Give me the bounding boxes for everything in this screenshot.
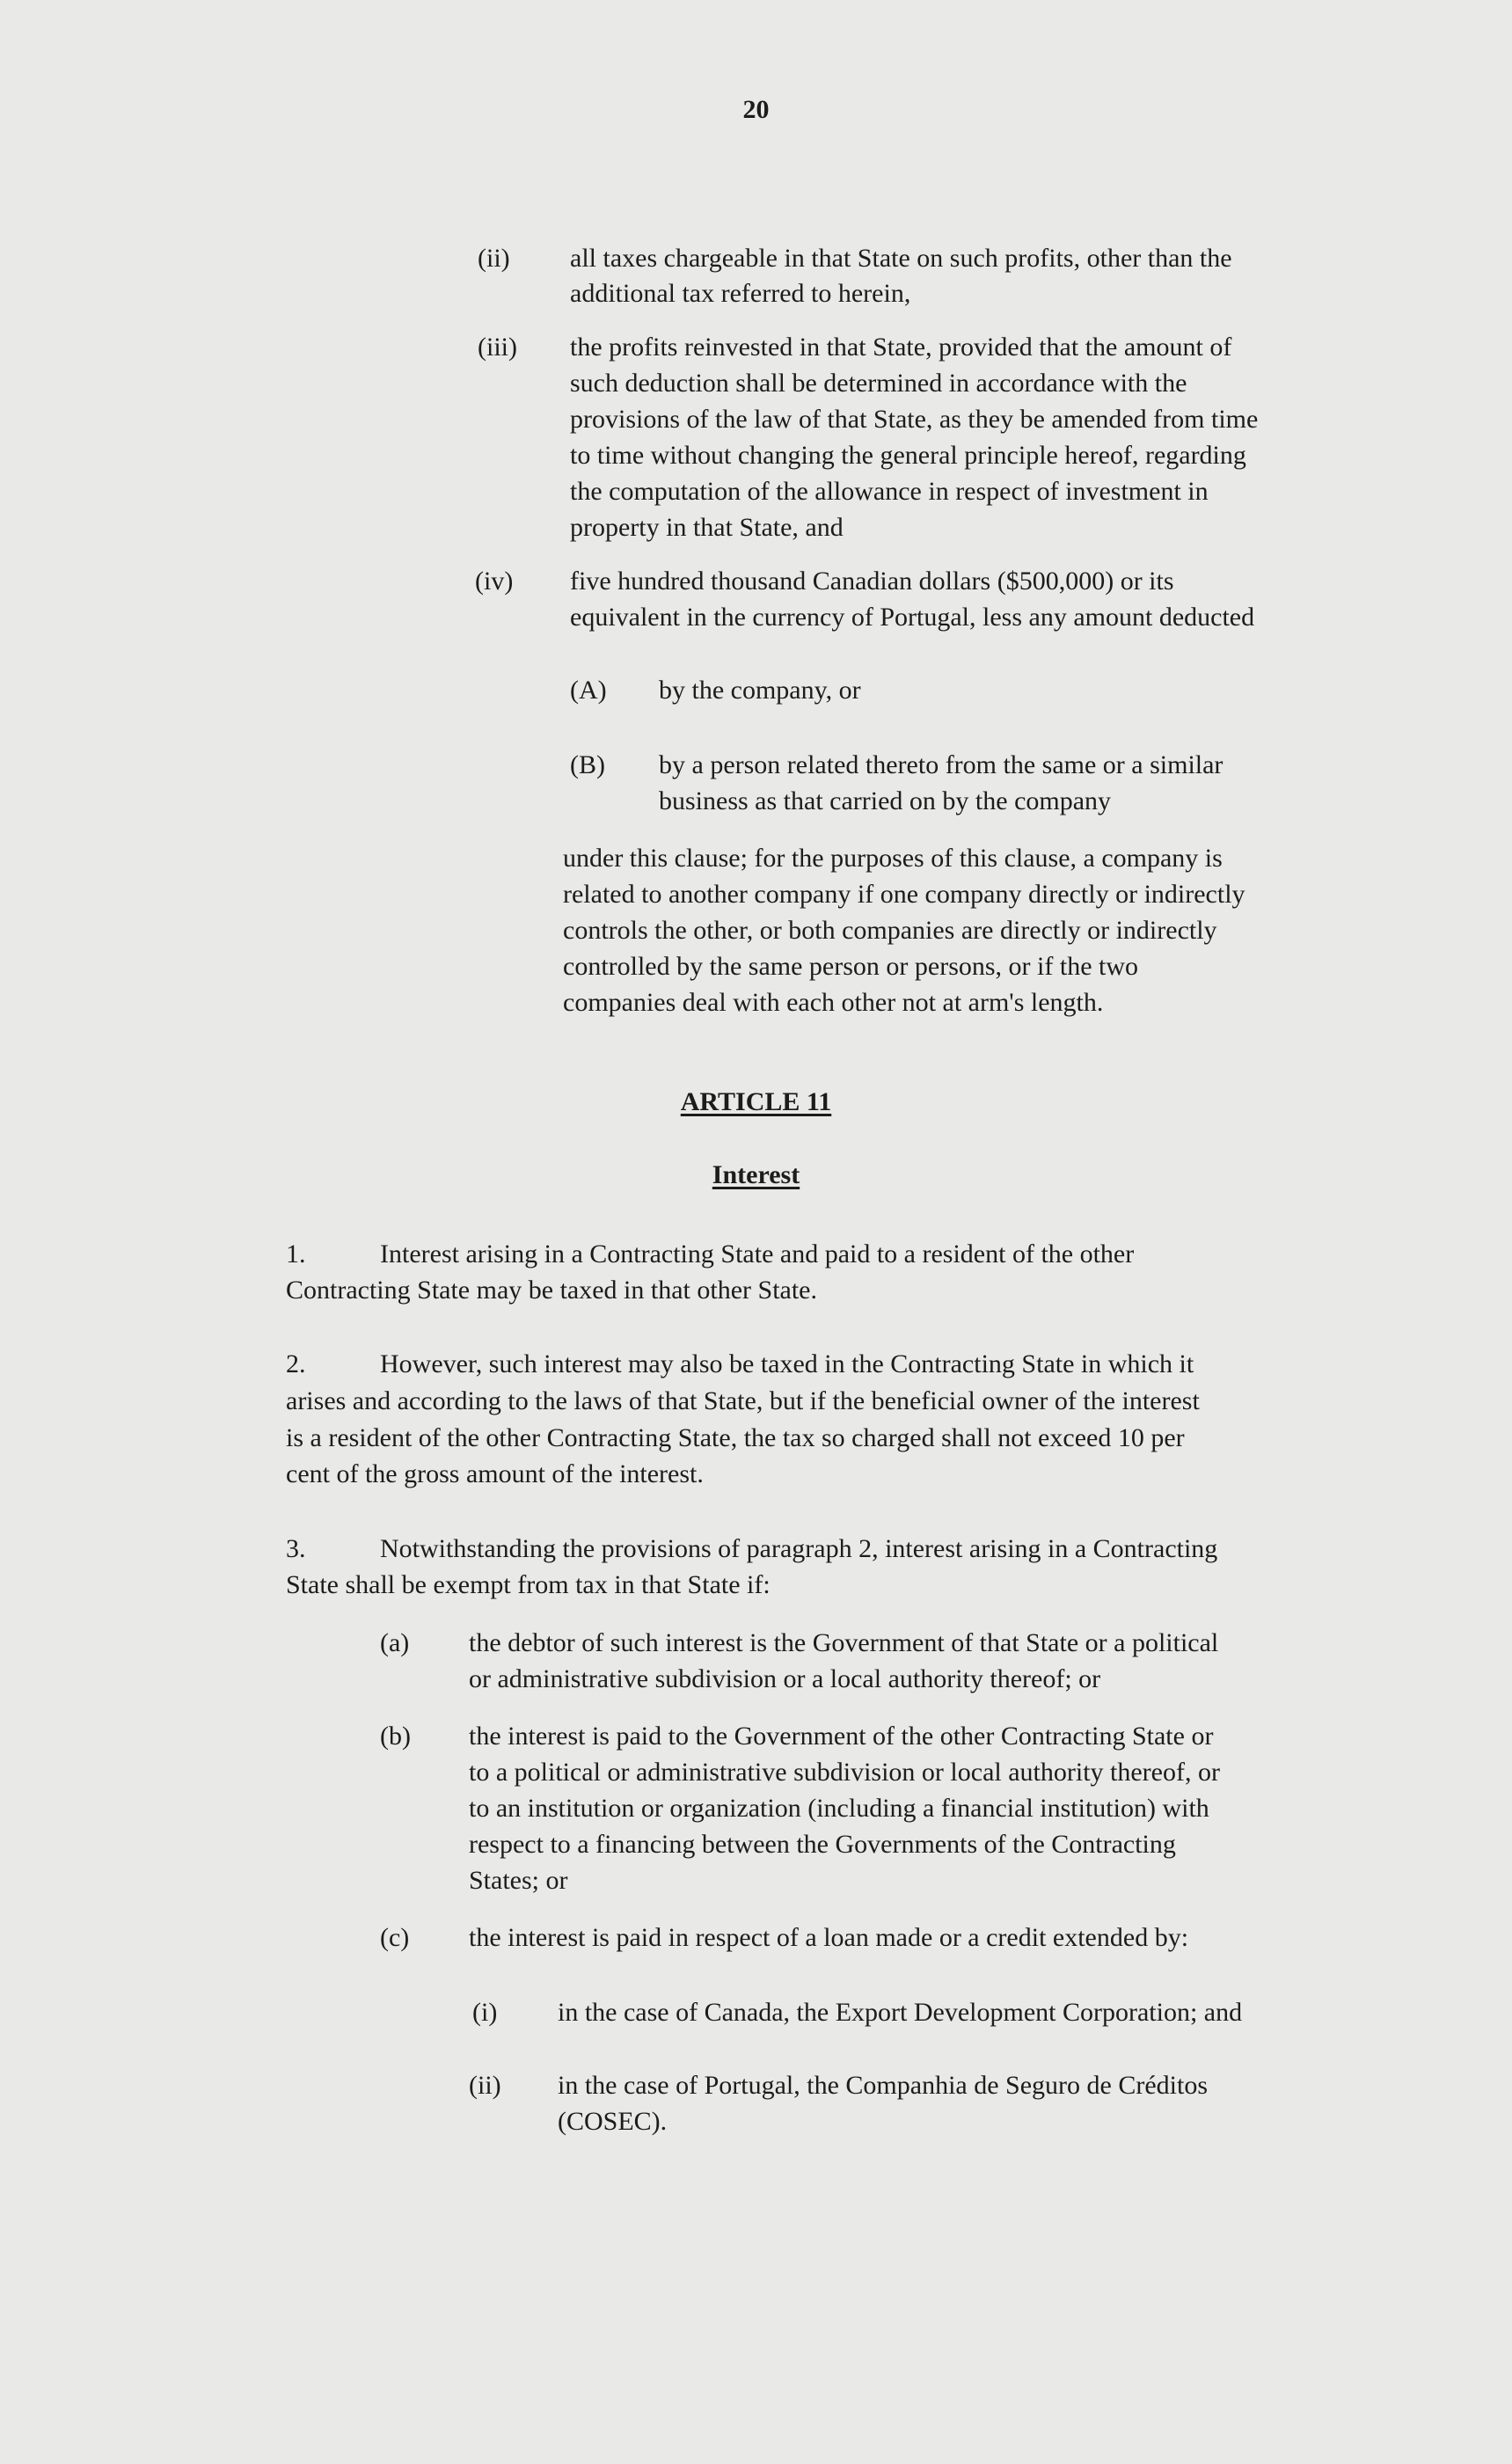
final-item-label: (ii) <box>469 2071 501 2100</box>
final-item-line: in the case of Canada, the Export Development Corporation; and <box>558 1998 1243 2027</box>
article-title: Interest <box>712 1160 800 1189</box>
sub-item-line: the computation of the allowance in respect of investment in <box>570 477 1209 506</box>
clause-line: related to another company if one company directly or indirectly <box>563 880 1245 909</box>
sub-item-line: additional tax referred to herein, <box>570 279 911 308</box>
item-line: the interest is paid in respect of a loan made or a credit extended by: <box>469 1923 1189 1952</box>
sub-item-label: (ii) <box>478 244 510 273</box>
sub-sub-item-label: (B) <box>570 750 605 779</box>
sub-item-label: (iii) <box>478 333 517 362</box>
sub-item-line: the profits reinvested in that State, provided that the amount of <box>570 333 1232 362</box>
sub-sub-item-label: (A) <box>570 676 607 705</box>
item-line: the debtor of such interest is the Government of that State or a political <box>469 1628 1219 1657</box>
sub-sub-item-line: business as that carried on by the company <box>659 786 1112 815</box>
paragraph-line: Notwithstanding the provisions of paragraph 2, interest arising in a Contracting <box>380 1534 1218 1563</box>
page-number: 20 <box>742 95 770 124</box>
paragraph-number: 1. <box>286 1239 306 1269</box>
sub-item-line: all taxes chargeable in that State on such profits, other than the <box>570 244 1232 273</box>
clause-line: under this clause; for the purposes of this clause, a company is <box>563 844 1223 873</box>
paragraph-line: Interest arising in a Contracting State and paid to a resident of the other <box>380 1239 1135 1269</box>
final-item-label: (i) <box>472 1998 498 2027</box>
paragraph-line: State shall be exempt from tax in that State if: <box>286 1570 771 1599</box>
sub-item-line: property in that State, and <box>570 513 844 542</box>
paragraph-number: 2. <box>286 1349 306 1378</box>
sub-item-line: five hundred thousand Canadian dollars ($500,000) or its <box>570 567 1174 596</box>
clause-line: controls the other, or both companies are directly or indirectly <box>563 916 1217 945</box>
paragraph-line: However, such interest may also be taxed in the Contracting State in which it <box>380 1349 1194 1378</box>
item-line: the interest is paid to the Government of the other Contracting State or <box>469 1722 1214 1751</box>
item-line: or administrative subdivision or a local authority thereof; or <box>469 1664 1101 1693</box>
item-line: to an institution or organization (including a financial institution) with <box>469 1794 1209 1823</box>
sub-sub-item-line: by the company, or <box>659 676 861 705</box>
sub-item-line: to time without changing the general principle hereof, regarding <box>570 441 1246 470</box>
final-item-line: (COSEC). <box>558 2107 668 2136</box>
sub-item-line: such deduction shall be determined in accordance with the <box>570 369 1187 398</box>
clause-line: controlled by the same person or persons, or if the two <box>563 952 1139 981</box>
sub-item-line: provisions of the law of that State, as they be amended from time <box>570 405 1259 434</box>
sub-sub-item-line: by a person related thereto from the same or a similar <box>659 750 1223 779</box>
item-line: to a political or administrative subdivision or local authority thereof, or <box>469 1758 1220 1787</box>
article-heading: ARTICLE 11 <box>680 1087 832 1116</box>
item-line: respect to a financing between the Governments of the Contracting <box>469 1830 1176 1859</box>
paragraph-line: is a resident of the other Contracting State, the tax so charged shall not exceed 10 per <box>286 1423 1185 1452</box>
item-label: (b) <box>380 1722 411 1751</box>
paragraph-line: Contracting State may be taxed in that other State. <box>286 1276 817 1305</box>
item-label: (a) <box>380 1628 410 1657</box>
paragraph-line: cent of the gross amount of the interest. <box>286 1459 704 1488</box>
item-line: States; or <box>469 1866 568 1895</box>
item-label: (c) <box>380 1923 410 1952</box>
paragraph-number: 3. <box>286 1534 306 1563</box>
paragraph-line: arises and according to the laws of that State, but if the beneficial owner of the interest <box>286 1386 1200 1415</box>
sub-item-line: equivalent in the currency of Portugal, less any amount deducted <box>570 603 1255 632</box>
sub-item-label: (iv) <box>475 567 514 596</box>
final-item-line: in the case of Portugal, the Companhia de Seguro de Créditos <box>558 2071 1208 2100</box>
clause-line: companies deal with each other not at arm's length. <box>563 988 1104 1017</box>
